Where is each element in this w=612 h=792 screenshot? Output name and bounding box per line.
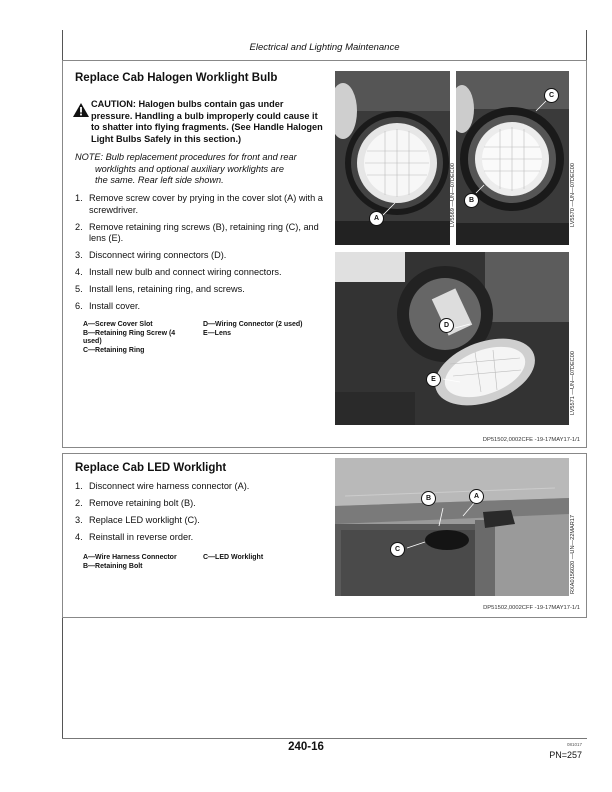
legend-left [83,321,188,355]
footer-date-code: 081017 [566,742,582,747]
step-text: Remove retaining bolt (B). [89,498,196,509]
page-number: 240-16 [288,741,324,753]
caution-text: CAUTION: Halogen bulbs contain gas under pressure. Handling a bulb improperly could cause it to shatter into flying fragments. (See Handle Halogen Light Bulbs Safely in this section.) [91,99,323,144]
worklight-photo-cover [335,71,450,245]
photo-code-2: LV5570 —UN—07DEC00 [570,163,576,227]
step-text: Remove retaining ring screws (B), retaining ring (C), and lens (E). [89,221,319,244]
steps-list [75,193,325,319]
step-text: Replace LED worklight (C). [89,515,200,526]
note-text: NOTE: Bulb replacement procedures for front and rear worklights and optional auxiliary worklights are the same. Rear left side shown. [75,152,297,185]
callout-e: E [426,372,441,387]
pn-number: PN=257 [549,750,582,760]
step-number: 6. [75,301,83,312]
legend-item: B—Retaining Ring Screw (4 used) [83,329,176,346]
step-item [75,481,325,493]
callout-b: B [464,193,479,208]
step-number: 1. [75,481,83,491]
worklight-photo-ring [456,71,569,245]
legend-item: A—Screw Cover Slot [83,321,153,328]
step-item [75,193,325,216]
footer-rule [62,738,587,739]
reference-code: DP51502,0002CFE -19-17MAY17-1/1 [482,437,580,443]
step-item [75,498,325,510]
step-number: 3. [75,250,83,261]
step-text: Remove screw cover by prying in the cover slot (A) with a screwdriver. [89,193,323,215]
legend-item: C—LED Worklight [203,554,264,561]
photo-code-3: LV5571 —UN—07DEC00 [570,351,576,415]
step-item [75,532,325,544]
reference-code: DP51502,0002CFF -19-17MAY17-1/1 [483,605,580,611]
step-number: 3. [75,515,83,526]
worklight-photo-connectors [335,252,569,425]
step-text: Install cover. [89,301,141,312]
steps-list [75,481,325,549]
legend-item: C—Retaining Ring [83,346,145,354]
step-text: Install lens, retaining ring, and screws. [89,284,245,295]
step-item [75,267,325,279]
section-halogen-bulb [62,60,587,448]
callout-c: C [544,88,559,103]
step-item [75,515,325,527]
section-led-worklight [62,453,587,618]
page-header-title: Electrical and Lighting Maintenance [249,42,400,53]
step-item [75,284,325,296]
legend-item: D—Wiring Connector (2 used) [203,321,303,328]
section-title: Replace Cab LED Worklight [75,462,227,474]
frame-left-line-lower [62,618,63,738]
step-number: 5. [75,284,83,295]
step-number: 4. [75,532,83,543]
step-item [75,301,325,313]
step-text: Reinstall in reverse order. [89,532,194,543]
step-text: Disconnect wire harness connector (A). [89,481,250,491]
step-number: 4. [75,267,83,278]
callout-a: A [469,489,484,504]
callout-d: D [439,318,454,333]
legend-item: E—Lens [203,329,232,337]
photo-code: RXA0156020 —UN—22MAR17 [570,515,576,594]
photo-code-1: LV5569 —UN—07DEC00 [450,163,456,227]
step-text: Install new bulb and connect wiring connectors. [89,267,282,278]
step-item [75,250,325,262]
legend-item: B—Retaining Bolt [83,562,143,570]
callout-c: C [390,542,405,557]
legend-right [203,321,308,338]
step-number: 2. [75,221,83,232]
legend-item: A—Wire Harness Connector [83,554,177,561]
callout-b: B [421,491,436,506]
step-number: 2. [75,498,83,509]
step-number: 1. [75,193,83,203]
step-item [75,222,325,245]
warning-triangle-icon [73,103,89,117]
led-worklight-photo [335,458,569,596]
step-text: Disconnect wiring connectors (D). [89,250,227,261]
legend-left [83,554,188,571]
callout-a: A [369,211,384,226]
legend-right [203,554,308,563]
section-title: Replace Cab Halogen Worklight Bulb [75,72,278,84]
